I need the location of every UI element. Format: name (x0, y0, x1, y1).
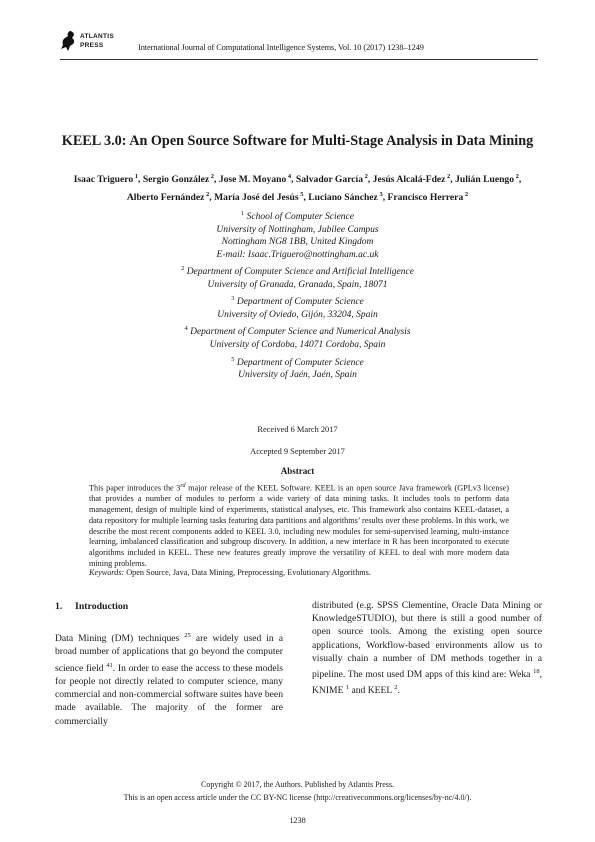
publisher-logo (60, 30, 120, 60)
affiliation (60, 354, 535, 382)
author-name: Luciano Sánchez (308, 192, 378, 204)
keywords-text: Open Source, Java, Data Mining, Preprocessing, Evolutionary Algorithms. (126, 568, 371, 577)
author-affiliation-mark: 2 (445, 173, 451, 180)
license-line: This is an open access article under the CC BY-NC license (http://creativecommons.org/licenses/by-nc/4.0/). (123, 792, 472, 802)
keywords (89, 568, 519, 577)
author-affiliation-mark: 1 (133, 173, 139, 180)
author-name: Francisco Herrera (387, 192, 464, 204)
author-affiliation-mark: 2 (209, 173, 215, 180)
author-affiliation-mark: 4 (286, 173, 292, 180)
affiliation-line: E-mail: Isaac.Triguero@nottingham.ac.uk (216, 249, 379, 260)
author-affiliation-mark: 2 (363, 173, 368, 180)
keywords-label: Keywords: (89, 568, 125, 577)
author-name: María José del Jesús (214, 192, 299, 204)
abstract-text: This paper introduces the 3rd major release of the KEEL Software. KEEL is an open source Java framework (GPLv3 license) that provides a number of modules to perform a wide variety of data mining tasks. It includes tools to perform data management, design of multiple kind of experiments, statistical analyses, etc. This framework also contains KEEL-dataset, a data repository for multiple learning tasks featuring data partitions and algorithms’ results over these problems. In this work, we describe the most recent components added to KEEL 3.0, including new modules for semi-supervised learning, multi-instance learning, imbalanced classification and subgroup discovery. In addition, a new interface in R has been incorporated to execute algorithms included in KEEL. These new features greatly improve the versatility of KEEL to deal with more modern data mining problems. (89, 483, 509, 568)
affiliation-line: Nottingham NG8 1BB, United Kingdom (221, 237, 374, 248)
affiliation-line: $^3$ Department of Computer Science (231, 295, 364, 308)
affiliation (60, 323, 535, 351)
right-column-text: distributed (e.g. SPSS Clementine, Oracle Data Mining or KnowledgeSTUDIO), but there is still a good number of open source tools. Among the existing open source applications, Workflow-based environments allow us to visually chain a number of DM methods together in a pipeline. The most used DM apps of this kind are: Weka $^{18}$, KNIME $^1$ and KEEL $^2$. (312, 600, 542, 697)
affiliation (60, 293, 535, 321)
citation[interactable]: 41 (106, 661, 113, 669)
author-affiliation-mark: 3 (377, 191, 383, 199)
received-date: Received 6 March 2017 (257, 425, 338, 434)
author-name: Jose M. Moyano (218, 174, 287, 186)
citation[interactable]: 2 (394, 684, 398, 692)
abstract-heading: Abstract (280, 466, 315, 476)
author-name: Alberto Fernández (126, 192, 205, 204)
accepted-date: Accepted 9 September 2017 (250, 447, 345, 456)
license-link[interactable]: http://creativecommons.org/licenses/by-nc/4.0/ (316, 792, 467, 802)
affiliation-line: University of Jaén, Jaén, Spain (238, 370, 357, 381)
affiliation-line: $^4$ Department of Computer Science and Numerical Analysis (184, 325, 411, 338)
citation[interactable]: 18 (533, 668, 540, 676)
affiliation-line: University of Nottingham, Jubilee Campus (216, 224, 379, 235)
author-name: Jesús Alcalá-Fdez (372, 174, 446, 186)
affiliation-number: 4 (184, 325, 188, 333)
page-number: 1238 (289, 816, 306, 825)
affiliation-line: $^2$ Department of Computer Science and Artificial Intelligence (181, 265, 414, 278)
logo-line-1: ATLANTIS (80, 33, 115, 40)
affiliation-number: 2 (181, 265, 185, 273)
header-rule (60, 59, 538, 60)
author-name: Isaac Triguero (73, 174, 134, 186)
logo-line-2: PRESS (80, 41, 104, 49)
affiliation-line: $^5$ Department of Computer Science (231, 355, 364, 368)
copyright-footer (60, 779, 535, 804)
dates (60, 419, 535, 463)
affiliation-number: 1 (240, 210, 245, 217)
author-name: Sergio González (142, 174, 210, 186)
affiliation-line: University of Granada, Granada, Spain, 18071 (207, 279, 388, 290)
author-name: Salvador García (295, 174, 363, 186)
affiliation (60, 208, 535, 261)
affiliation-number: 5 (231, 355, 235, 363)
section-heading: 1. Introduction (55, 601, 129, 612)
affiliation-line: University of Oviedo, Gijón, 33204, Spain (217, 309, 378, 320)
atlantis-figure-icon (60, 30, 80, 52)
author-affiliation-mark: 5 (298, 191, 304, 199)
author-affiliation-mark: 2 (463, 191, 469, 199)
affiliation (60, 263, 535, 291)
affiliation-number: 3 (231, 295, 235, 303)
copyright-line: Copyright © 2017, the Authors. Published by Atlantis Press. (201, 780, 394, 789)
citation[interactable]: 1 (345, 684, 350, 692)
affiliation-list (60, 208, 535, 384)
left-column-text: Data Mining (DM) techniques $^{25}$ are widely used in a broad number of applications that go beyond the computer science field $^{41}$. In order to ease the access to these models for people not directly related to computer science, many commercial and non-commercial software suites have been made available. The majority of the former are commercially (55, 632, 284, 727)
paper-title: KEEL 3.0: An Open Source Software for Multi-Stage Analysis in Data Mining (61, 133, 534, 149)
author-affiliation-mark: 2 (514, 173, 519, 180)
citation[interactable]: 25 (184, 632, 191, 639)
author-name: Julián Luengo (455, 174, 515, 186)
journal-header: International Journal of Computational Intelligence Systems, Vol. 10 (2017) 1238–1249 (138, 43, 424, 52)
affiliation-line: University of Cordoba, 14071 Cordoba, Spain (209, 340, 386, 351)
affiliation-line: $^1$ School of Computer Science (240, 210, 354, 223)
author-list: Isaac Triguero $^1$, Sergio González $^2$, Jose M. Moyano $^4$, Salvador García $^2$, Jesús Alcalá-Fdez $^2$, Julián Luengo $^2$, Alberto Fernández $^2$, María José del Jesús $^5$, Luciano Sánchez $^3$, Francisco Herrera $^2$ (73, 173, 522, 204)
author-affiliation-mark: 2 (204, 191, 210, 199)
